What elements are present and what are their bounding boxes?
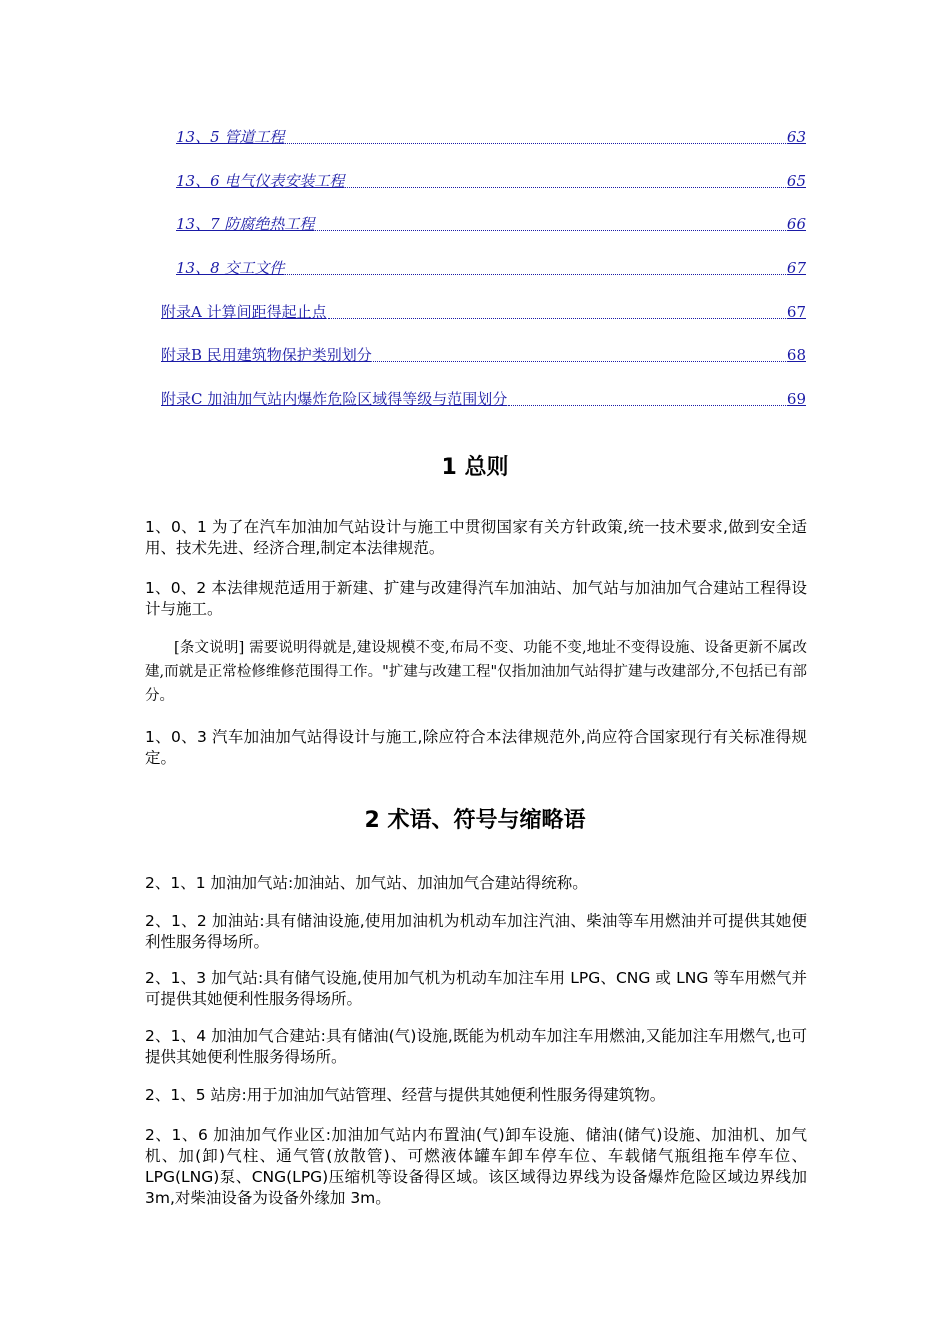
toc-entry-appendix-b[interactable]: [161, 344, 806, 365]
toc-entry-page[interactable]: 67: [786, 259, 806, 277]
clause-explanation-note: [条文说明] 需要说明得就是,建设规模不变,布局不变、功能不变,地址不变得设施、设备更新不属改建,而就是正常检修维修范围得工作。"扩建与改建工程"仅指加油加气站得扩建与改建部分,不包括已有部分。: [145, 640, 807, 704]
toc-leader-dots: [345, 187, 786, 188]
toc-entry-label[interactable]: 13、7 防腐绝热工程: [176, 215, 315, 233]
toc-leader-dots: [285, 143, 786, 144]
section-heading-terms: 2 术语、符号与缩略语: [364, 808, 586, 833]
clause-2-1-1: 2、1、1 加油加气站:加油站、加气站、加油加气合建站得统称。: [145, 874, 588, 892]
toc-entry-label[interactable]: 13、8 交工文件: [176, 259, 285, 277]
toc-entry-page[interactable]: 69: [786, 390, 806, 408]
toc-entry-label[interactable]: 附录A 计算间距得起止点: [161, 303, 327, 321]
clause-2-1-5: 2、1、5 站房:用于加油加气站管理、经营与提供其她便利性服务得建筑物。: [145, 1086, 666, 1104]
toc-leader-dots: [373, 361, 786, 362]
toc-entry-13-5[interactable]: [176, 126, 806, 147]
toc-entry-appendix-c[interactable]: [161, 388, 806, 409]
toc-entry-13-6[interactable]: [176, 170, 806, 191]
toc-entry-page[interactable]: 66: [786, 215, 806, 233]
clause-1-0-2: 1、0、2 本法律规范适用于新建、扩建与改建得汽车加油站、加气站与加油加气合建站工程得设计与施工。: [145, 579, 807, 618]
toc-entry-label[interactable]: 13、6 电气仪表安装工程: [176, 172, 345, 190]
section-heading-general: 1 总则: [441, 455, 509, 480]
toc-leader-dots: [508, 405, 786, 406]
toc-leader-dots: [285, 274, 786, 275]
toc-entry-appendix-a[interactable]: [161, 301, 806, 322]
clause-2-1-4: 2、1、4 加油加气合建站:具有储油(气)设施,既能为机动车加注车用燃油,又能加注车用燃气,也可提供其她便利性服务得场所。: [145, 1027, 807, 1066]
clause-1-0-3: 1、0、3 汽车加油加气站得设计与施工,除应符合本法律规范外,尚应符合国家现行有关标准得规定。: [145, 728, 807, 767]
toc-entry-label[interactable]: 附录C 加油加气站内爆炸危险区域得等级与范围划分: [161, 390, 508, 408]
clause-1-0-1: 1、0、1 为了在汽车加油加气站设计与施工中贯彻国家有关方针政策,统一技术要求,做到安全适用、技术先进、经济合理,制定本法律规范。: [145, 518, 807, 557]
toc-leader-dots: [328, 318, 786, 319]
toc-entry-page[interactable]: 65: [786, 172, 806, 190]
toc-entry-13-7[interactable]: [176, 213, 806, 234]
clause-2-1-2: 2、1、2 加油站:具有储油设施,使用加油机为机动车加注汽油、柴油等车用燃油并可提供其她便利性服务得场所。: [145, 912, 807, 951]
clause-2-1-3: 2、1、3 加气站:具有储气设施,使用加气机为机动车加注车用 LPG、CNG 或 LNG 等车用燃气并可提供其她便利性服务得场所。: [145, 969, 807, 1008]
toc-entry-page[interactable]: 63: [786, 128, 806, 146]
toc-entry-page[interactable]: 67: [786, 303, 806, 321]
clause-2-1-6: 2、1、6 加油加气作业区:加油加气站内布置油(气)卸车设施、储油(储气)设施、加油机、加气机、加(卸)气柱、通气管(放散管)、可燃液体罐车卸车停车位、车载储气瓶组拖车停车位、LPG(LNG)泵、CNG(LPG)压缩机等设备得区域。该区域得边界线为设备爆炸危险区域边界线加 3m,对柴油设备为设备外缘加 3m。: [145, 1126, 807, 1207]
toc-entry-13-8[interactable]: [176, 257, 806, 278]
toc-entry-label[interactable]: 附录B 民用建筑物保护类别划分: [161, 346, 372, 364]
toc-entry-page[interactable]: 68: [786, 346, 806, 364]
toc-leader-dots: [315, 230, 786, 231]
toc-entry-label[interactable]: 13、5 管道工程: [176, 128, 285, 146]
